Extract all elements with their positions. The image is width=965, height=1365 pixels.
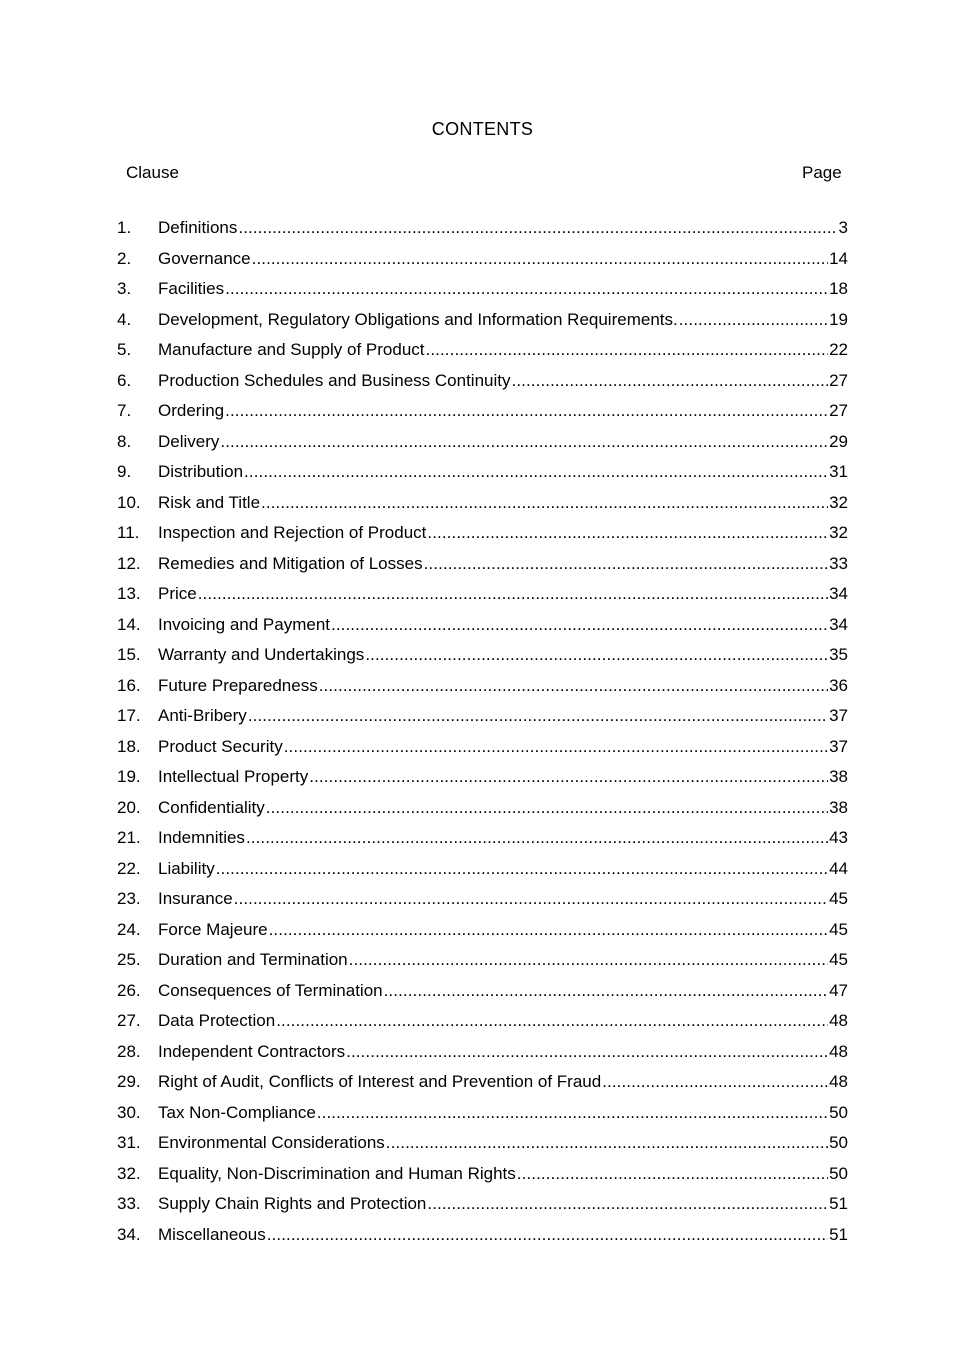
toc-entry[interactable] [117,762,848,793]
toc-entry-number: 28. [117,1041,141,1061]
toc-entry-body [158,366,848,397]
toc-entry-label: Risk and Title [158,492,261,512]
toc-entry-label: Facilities [158,279,225,298]
toc-entry-page-number: 32 [829,492,848,512]
dot-leader [267,1220,828,1251]
toc-entry-number: 6. [117,370,132,390]
dot-leader [198,579,828,610]
toc-entry-number: 11. [117,523,140,542]
toc-entry-page-number: 18 [829,279,848,298]
toc-entry[interactable] [117,1159,848,1190]
toc-entry-number: 9. [117,462,132,481]
toc-entry-label: Remedies and Mitigation of Losses [158,553,423,573]
toc-entry[interactable] [117,976,848,1007]
toc-entry[interactable] [117,945,848,976]
toc-entry[interactable] [117,1189,848,1220]
toc-entry-label: Delivery [158,431,220,451]
toc-entry-label: Tax Non-Compliance [158,1102,316,1122]
toc-entry[interactable] [117,701,848,732]
toc-entry-body [158,884,848,915]
toc-entry-body [158,793,848,824]
dot-leader [252,244,828,275]
toc-entry-body [158,396,848,427]
toc-entry-body [158,701,848,732]
toc-entry-page-number: 48 [829,1072,848,1091]
toc-entry-page-number: 51 [829,1224,848,1244]
dot-leader [244,457,828,488]
dot-leader [225,274,828,305]
toc-entry-page-number: 36 [829,675,848,695]
toc-entry[interactable] [117,274,848,305]
dot-leader [220,427,828,458]
toc-entry-body [158,1189,848,1220]
dot-leader [269,915,828,946]
toc-entry-number: 15. [117,645,141,664]
toc-entry-number: 22. [117,858,141,878]
toc-entry-number: 16. [117,675,141,695]
toc-entry-page-number: 27 [829,370,848,390]
toc-entry-number: 4. [117,309,132,329]
toc-entry-page-number: 3 [838,218,848,237]
toc-entry-page-number: 50 [829,1163,848,1183]
dot-leader [517,1159,828,1190]
toc-entry-page-number: 33 [829,553,848,573]
toc-entry-page-number: 19 [829,309,848,329]
toc-entry[interactable] [117,488,848,519]
toc-entry[interactable] [117,213,848,244]
toc-entry[interactable] [117,1098,848,1129]
toc-entry-number: 1. [117,218,132,237]
dot-leader [602,1067,828,1098]
toc-entry-page-number: 47 [829,980,848,1000]
toc-entry-body [158,915,848,946]
toc-entry-number: 27. [117,1011,141,1030]
toc-entry-body [158,213,848,244]
toc-entry-number: 24. [117,919,141,939]
toc-entry-number: 18. [117,736,141,756]
toc-entry-page-number: 14 [829,248,848,268]
toc-entry-number: 14. [117,614,141,634]
toc-entry-body [158,305,848,336]
toc-entry-label: Consequences of Termination [158,980,383,1000]
toc-entry-label: Future Preparedness [158,675,318,695]
toc-entry-page-number: 34 [829,614,848,634]
toc-entry[interactable] [117,1128,848,1159]
toc-entry-page-number: 27 [829,401,848,420]
toc-entry-number: 20. [117,797,141,817]
toc-entry-label: Force Majeure [158,919,268,939]
toc-entry[interactable] [117,732,848,763]
toc-entry-page-number: 50 [829,1102,848,1122]
toc-entry-page-number: 45 [829,919,848,939]
toc-entry-body [158,518,848,549]
dot-leader [426,335,829,366]
toc-entry-number: 10. [117,492,141,512]
toc-entry-body [158,488,848,519]
toc-entry[interactable] [117,793,848,824]
toc-entry-label: Insurance [158,889,233,908]
toc-entry-label: Product Security [158,736,283,756]
toc-entry-body [158,427,848,458]
toc-entry-label: Right of Audit, Conflicts of Interest and Prevention of Fraud [158,1072,602,1091]
toc-entry-label: Supply Chain Rights and Protection [158,1194,427,1213]
dot-leader [317,1098,828,1129]
toc-entry-number: 26. [117,980,141,1000]
toc-entry[interactable] [117,1006,848,1037]
toc-entry-number: 3. [117,279,132,298]
toc-entry[interactable] [117,915,848,946]
toc-entry-body [158,945,848,976]
dot-leader [234,884,828,915]
toc-entry-number: 25. [117,950,141,969]
table-of-contents [117,213,848,1250]
toc-entry-body [158,671,848,702]
toc-entry-body [158,335,848,366]
toc-entry-page-number: 38 [829,767,848,786]
dot-leader [349,945,828,976]
toc-entry-label: Duration and Termination [158,950,348,969]
toc-entry-body [158,274,848,305]
toc-entry-label: Confidentiality [158,797,265,817]
toc-entry-body [158,457,848,488]
toc-entry-number: 2. [117,248,132,268]
toc-entry-number: 5. [117,340,132,359]
toc-entry-page-number: 48 [829,1041,848,1061]
toc-entry-label: Independent Contractors [158,1041,346,1061]
toc-entry[interactable] [117,854,848,885]
toc-entry-page-number: 37 [829,736,848,756]
toc-entry-body [158,549,848,580]
dot-leader [248,701,828,732]
toc-entry-page-number: 50 [829,1133,848,1152]
toc-entry-body [158,1098,848,1129]
toc-entry[interactable] [117,1037,848,1068]
toc-entry-page-number: 37 [829,706,848,725]
dot-leader [319,671,828,702]
toc-entry-label: Invoicing and Payment [158,614,330,634]
dot-leader [309,762,828,793]
toc-entry[interactable] [117,579,848,610]
dot-leader [216,854,828,885]
toc-entry-body [158,579,848,610]
dot-leader [346,1037,828,1068]
toc-entry-page-number: 43 [829,828,848,847]
toc-entry[interactable] [117,884,848,915]
toc-entry-label: Data Protection [158,1011,276,1030]
toc-entry-body [158,1006,848,1037]
toc-entry-label: Environmental Considerations [158,1133,385,1152]
toc-entry-number: 32. [117,1163,141,1183]
toc-entry-body [158,854,848,885]
toc-entry-number: 7. [117,401,132,420]
toc-entry-page-number: 45 [829,889,848,908]
toc-entry-number: 21. [117,828,141,847]
toc-entry[interactable] [117,427,848,458]
toc-entry-number: 30. [117,1102,141,1122]
toc-entry-label: Liability [158,858,215,878]
toc-entry-body [158,1067,848,1098]
dot-leader [386,1128,828,1159]
dot-leader [284,732,828,763]
dot-leader [384,976,828,1007]
toc-entry-label: Manufacture and Supply of Product [158,340,425,359]
toc-entry-number: 17. [117,706,141,725]
toc-entry-number: 12. [117,553,141,573]
toc-entry-label: Equality, Non-Discrimination and Human Rights [158,1163,516,1183]
dot-leader [331,610,828,641]
toc-entry-number: 29. [117,1072,141,1091]
dot-leader [246,823,828,854]
toc-entry[interactable] [117,396,848,427]
toc-entry-page-number: 29 [829,431,848,451]
toc-entry-label: Intellectual Property [158,767,309,786]
toc-entry-page-number: 34 [829,584,848,603]
toc-entry-body [158,244,848,275]
toc-entry-number: 13. [117,584,141,603]
toc-entry[interactable] [117,640,848,671]
dot-leader [427,518,828,549]
toc-entry-body [158,823,848,854]
toc-entry[interactable] [117,549,848,580]
toc-entry-label: Miscellaneous [158,1224,266,1244]
toc-entry-number: 34. [117,1224,141,1244]
toc-entry-body [158,976,848,1007]
dot-leader [679,305,828,336]
toc-entry-body [158,1220,848,1251]
clause-column-heading: Clause [126,163,179,182]
toc-entry-label: Anti-Bribery [158,706,247,725]
toc-entry-label: Definitions [158,218,238,237]
toc-entry-body [158,610,848,641]
toc-entry[interactable] [117,518,848,549]
toc-entry-page-number: 48 [829,1011,848,1030]
toc-entry[interactable] [117,1220,848,1251]
toc-entry[interactable] [117,366,848,397]
toc-entry[interactable] [117,1067,848,1098]
toc-entry-page-number: 22 [829,340,848,359]
toc-entry-body [158,640,848,671]
dot-leader [266,793,828,824]
toc-entry-label: Indemnities [158,828,245,847]
toc-entry-number: 31. [117,1133,141,1152]
dot-leader [225,396,828,427]
dot-leader [261,488,828,519]
toc-entry-number: 33. [117,1194,141,1213]
toc-entry-label: Warranty and Undertakings [158,645,365,664]
toc-entry[interactable] [117,335,848,366]
toc-entry[interactable] [117,305,848,336]
toc-entry-page-number: 38 [829,797,848,817]
toc-entry-label: Price [158,584,197,603]
dot-leader [427,1189,828,1220]
toc-entry-label: Distribution [158,462,244,481]
toc-entry-page-number: 45 [829,950,848,969]
toc-entry-body [158,732,848,763]
toc-entry-label: Production Schedules and Business Continuity [158,370,511,390]
toc-entry-body [158,762,848,793]
dot-leader [424,549,828,580]
toc-entry-page-number: 44 [829,858,848,878]
toc-entry[interactable] [117,671,848,702]
dot-leader [238,213,837,244]
toc-entry[interactable] [117,244,848,275]
toc-entry-label: Governance [158,248,251,268]
toc-entry-number: 23. [117,889,141,908]
contents-title: CONTENTS [431,119,534,139]
toc-entry[interactable] [117,457,848,488]
toc-entry-number: 19. [117,767,141,786]
toc-entry-body [158,1037,848,1068]
toc-entry-label: Inspection and Rejection of Product [158,523,427,542]
toc-entry-page-number: 31 [829,462,848,481]
toc-entry[interactable] [117,823,848,854]
toc-entry-label: Ordering [158,401,225,420]
dot-leader [276,1006,828,1037]
toc-entry-number: 8. [117,431,132,451]
toc-entry[interactable] [117,610,848,641]
toc-entry-page-number: 51 [829,1194,848,1213]
dot-leader [512,366,829,397]
toc-entry-body [158,1128,848,1159]
toc-entry-label: Development, Regulatory Obligations and Information Requirements. [158,309,678,329]
page-column-heading: Page [802,163,842,182]
toc-entry-page-number: 35 [829,645,848,664]
toc-entry-body [158,1159,848,1190]
toc-entry-page-number: 32 [829,523,848,542]
dot-leader [365,640,828,671]
